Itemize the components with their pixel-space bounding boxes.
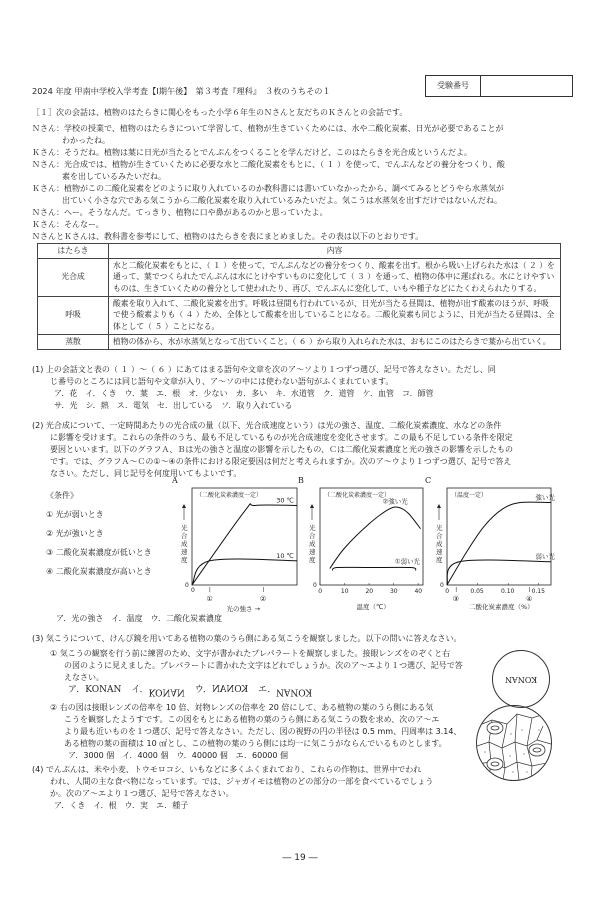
- q1-choices-1: ア．花 イ．くき ウ．葉 エ．根 オ．少ない カ．多い キ．水道管 ク．道管 ケ．血管 コ．師管: [54, 389, 434, 398]
- q2-choices: ア．光の強さ イ．温度 ウ．二酸化炭素濃度: [56, 614, 222, 623]
- x-axis-label: 二酸化炭素濃度（%）: [469, 603, 534, 611]
- q3-sub2-text-3: より最も近いものを１つ選び、記号で答えなさい。ただし、図の視野の円の半径は 0.5 mm、円周率は 3.14、: [64, 726, 462, 736]
- row-name-photosynthesis: 光合成: [38, 258, 109, 296]
- series-line: [447, 560, 551, 585]
- speaker-label: Ｋさん：: [32, 184, 64, 193]
- q4-text-2: われ、人間の主な食べ物になっています。では、ジャガイモは植物のどの部分の一部を食べているでしょう: [50, 777, 434, 786]
- dialogue-line: [32, 123, 572, 135]
- question-2: [32, 420, 572, 480]
- conditions-list: [46, 486, 152, 581]
- speaker-label: Ｎさん：: [32, 124, 64, 133]
- dialogue-line: [32, 183, 572, 195]
- row-name-respiration: 呼吸: [38, 296, 109, 334]
- condition-item: ③ 二酸化炭素濃度が低いとき: [46, 548, 152, 557]
- row-content: 水と二酸化炭素をもとに、（ １ ）を使って、でんぷんなどの養分をつくり、酸素を出す。根から吸い上げられた水は（ ２ ）を通って、葉でつくられたでんぷんは水にとけやすいものに変化して（ ３ ）を通って、植物の体中に運ばれる。水にとけやすいものは、生きていくための養分として使われたり、再び、でんぷんに変化して、いもや種子などにたくわえられたりする。: [109, 258, 561, 296]
- x-axis-label: 光の強さ →: [226, 605, 261, 613]
- chart-title: A: [172, 476, 178, 485]
- plant-function-table: [37, 243, 561, 350]
- dialogue-text: 学校の授業で、植物のはたらきについて学習して、植物が生きていくためには、水や二酸化炭素、日光が必要であることが: [64, 124, 504, 133]
- q3-text: (3) 気こうについて、けんび鏡を用いてある植物の葉のうら側にある気こうを観察しました。以下の問いに答えなさい。: [32, 634, 462, 643]
- x-tick-label: 40: [414, 588, 423, 595]
- q3-sub2-text-1: ② 右の図は接眼レンズの倍率を 10 倍、対物レンズの倍率を 20 倍にして、ある植物の葉のうら側にある気: [50, 702, 434, 712]
- x-tick-label: 20: [365, 588, 374, 595]
- intro-section: [32, 107, 572, 243]
- q3-sub1-text-2: の図のように見えました。プレパラートに書かれた文字はどれでしょうか。次のア～エより１つ選び、記号で答: [64, 661, 463, 670]
- intro-text: ［１］次の会話は、植物のはたらきに関心をもった小学６年生のＮさんと友だちのＫさんとの会話です。: [32, 108, 408, 117]
- q1-text-1: (1) 上の会話文と表の（ １ ）～（ ６ ）にあてはまる語句や文章を次のア～ソより１つずつ選び、記号で答えなさい。ただし、同: [32, 365, 496, 374]
- y-label-char: 光: [436, 524, 443, 532]
- y-axis-label: [181, 504, 188, 564]
- dialogue-text: 出ていく小さな穴である気こうから二酸化炭素を取り入れているみたいだよ。気こうは水蒸気を出すだけではないんだね。: [62, 196, 502, 205]
- y-axis-label: [309, 504, 316, 564]
- y-label-char: 合: [181, 532, 188, 540]
- condition-marker: ④: [526, 595, 533, 603]
- x-origin-label: 0: [191, 587, 195, 594]
- dialogue-line: [32, 219, 572, 231]
- dialogue-text: 素を出しているみたいだね。: [62, 172, 166, 181]
- chart-annotation: （温度一定）: [451, 492, 488, 499]
- series-label: 10 ℃: [276, 551, 294, 560]
- graph-b: [298, 475, 428, 619]
- speaker-label: Ｎさん：: [32, 208, 64, 217]
- x-tick-label: 0.15: [531, 588, 545, 595]
- row-content: 酸素を取り入れて、二酸化炭素を出す。呼吸は昼間も行われているが、日光が当たる昼間は、植物が出す酸素のほうが、呼吸で使う酸素よりも（ ４ ）ため、全体として酸素を出していることになる。二酸化炭素も同じように、日光が当たる昼間は、全体として（ ５ ）ことになる。: [109, 296, 561, 334]
- condition-item: ① 光が弱いとき: [46, 510, 104, 519]
- arrow-head-icon: [310, 504, 314, 508]
- q4-text-1: (4) でんぷんは、米や小麦、トウモロコシ、いもなどに多くふくまれており、これらの作物は、世界中でわれ: [32, 765, 422, 774]
- q1-choices-2: サ．光 シ．熱 ス．電気 セ．出している ソ．取り入れている: [54, 401, 293, 410]
- series-line: [192, 504, 297, 585]
- q2-text-2: に影響を受けます。これらの条件のうち、最も不足しているものが光合成速度を変化させます。この最も不足している条件を限定: [50, 433, 513, 442]
- y-label-char: 光: [181, 524, 188, 532]
- y-origin-label: 0: [185, 582, 189, 589]
- exam-number-field[interactable]: [481, 76, 572, 96]
- y-label-char: 成: [436, 540, 443, 548]
- q2-text-3: 要因といいます。以下のグラフＡ、Ｂは光の強さと温度の影響を示したもの、Ｃは二酸化炭素濃度と光の強さの影響を示したもの: [50, 445, 514, 454]
- series-label: 弱い光: [535, 552, 555, 561]
- graph-a: [172, 475, 302, 619]
- chart-title: B: [298, 476, 304, 485]
- chart-annotation: （二酸化炭素濃度一定）: [196, 492, 263, 499]
- dialogue-line: [32, 147, 572, 159]
- table-header-row: [38, 244, 561, 259]
- graph-a-svg: [172, 475, 302, 615]
- speaker-label: Ｋさん：: [32, 220, 64, 229]
- arrow-head-icon: [182, 504, 186, 508]
- y-origin-label: 0: [440, 582, 444, 589]
- table-header-content: 内容: [109, 244, 561, 259]
- graph-c: [425, 475, 565, 619]
- y-label-char: 合: [309, 532, 316, 540]
- q3-sub1-text-1: ① 気こうの観察を行う前に練習のため、文字が書かれたプレパラートを観察しました。接眼レンズをのぞくと右: [50, 649, 451, 658]
- x-tick-label: 10: [340, 588, 349, 595]
- q1-text-2: じ番号のところには同じ語句や文章が入り、ア～ソの中には使わない語句がふくまれています。: [50, 377, 394, 386]
- speaker-label: Ｎさん：: [32, 160, 64, 169]
- series-label: ①弱い光: [394, 557, 421, 566]
- dialogue-line: [32, 135, 572, 147]
- question-1: [32, 364, 572, 412]
- exam-title: 2024 年度 甲南中学校入学考査【Ⅰ期午後】 第３考査『理科』 ３枚のうちその１: [32, 86, 331, 96]
- graph-c-svg: [425, 475, 565, 615]
- q3-sub2-choices: ア．3000 個 イ．4000 個 ウ．40000 個 エ．60000 個: [68, 750, 289, 760]
- lens-view-figure: [492, 650, 550, 708]
- y-label-char: 度: [181, 556, 188, 564]
- series-label: ②強い光: [382, 497, 408, 506]
- x-tick-label: 0.05: [470, 588, 484, 595]
- y-label-char: 度: [436, 556, 443, 564]
- choice-text: KONAN: [276, 686, 313, 697]
- table-intro: ＮさんとＫさんは、教科書を参考にして、植物のはたらきを表にまとめました。その表は以下のとおりです。: [32, 232, 424, 241]
- dialogue-text: そうだね。植物は葉に日光が当たるとでんぷんをつくることを学んだけど、このはたらきを光合成というんだよ。: [64, 148, 472, 157]
- y-label-char: 速: [309, 548, 316, 556]
- series-label: 30 ℃: [276, 496, 294, 505]
- q3-sub2-text-4: ある植物の葉の面積は 10 ㎠とし、この植物の葉のうら側には均一に気こうがならんでいるものとします。: [64, 738, 447, 748]
- dialogue-line: [32, 195, 572, 207]
- q3-sub1-choices: [32, 684, 572, 698]
- table-header-function: はたらき: [38, 244, 109, 259]
- table-row: [38, 258, 561, 296]
- y-label-char: 光: [309, 524, 316, 532]
- y-label-char: 成: [181, 540, 188, 548]
- y-label-char: 速: [181, 548, 188, 556]
- q4-choices: ア．くき イ．根 ウ．実 エ．種子: [54, 801, 189, 810]
- dialogue-text: そんなー。: [64, 220, 104, 229]
- q2-text-1: (2) 光合成について、一定時間あたりの光合成の量（以下、光合成速度という）は光の強さ、温度、二酸化炭素濃度、水などの条件: [32, 421, 502, 430]
- series-label: 強い光: [535, 493, 555, 502]
- exam-number-label: 受験番号: [426, 76, 481, 96]
- dialogue-text: へー。そうなんだ。てっきり、植物に口や鼻があるのかと思っていたよ。: [64, 208, 328, 217]
- dialogue-line: [32, 207, 572, 219]
- choice-key: エ．: [258, 685, 277, 695]
- x-tick-label: 0: [445, 588, 450, 595]
- x-axis-label: 温度（℃）: [356, 603, 390, 611]
- condition-item: ④ 二酸化炭素濃度が高いとき: [46, 567, 152, 576]
- y-label-char: 成: [309, 540, 316, 548]
- chart-title: C: [425, 476, 432, 485]
- choice-key: ア．: [68, 685, 86, 695]
- condition-item: ② 光が強いとき: [46, 529, 104, 538]
- choice-key: イ．: [131, 685, 149, 695]
- condition-marker: ③: [452, 595, 459, 603]
- condition-marker: ①: [206, 595, 213, 603]
- speaker-label: Ｋさん：: [32, 148, 64, 157]
- q4-text-3: か。次のア～エより１つ選び、記号で答えなさい。: [50, 789, 234, 798]
- choice-text: KONAN: [85, 685, 122, 695]
- question-4: [32, 764, 572, 812]
- page-number: ― 19 ―: [282, 853, 318, 863]
- x-tick-label: 0.10: [500, 588, 515, 595]
- choice-key: ウ．: [194, 685, 213, 695]
- series-line: [332, 567, 416, 570]
- choice-text: KONAN: [148, 686, 185, 697]
- arrow-head-icon: [437, 504, 441, 508]
- q2-text-5: なさい。ただし、同じ記号を何度用いてもよいです。: [50, 469, 242, 478]
- row-name-transpiration: 蒸散: [38, 334, 109, 349]
- y-axis-label: [436, 504, 443, 564]
- lens-view-text: KONAN: [504, 675, 538, 684]
- conditions-title: 《条件》: [46, 491, 78, 500]
- y-label-char: 度: [309, 556, 316, 564]
- graph-b-svg: [298, 475, 428, 615]
- row-content: 植物の体から、水が水蒸気となって出ていくこと。（ ６ ）から取り入れられた水は、おもにこのはたらきで葉から出ていく。: [109, 334, 561, 349]
- choice-text: KONAN: [212, 685, 249, 695]
- chart-annotation: （二酸化炭素濃度一定）: [324, 492, 391, 499]
- q3-sub2-text-2: こうを観察したようすです。この図をもとにある植物の葉のうら側にある気こうの数を求め、次のア～エ: [64, 714, 440, 724]
- condition-marker: ②: [259, 595, 267, 603]
- dialogue-line: [32, 159, 572, 171]
- dialogue: [32, 123, 572, 231]
- table-row: [38, 296, 561, 334]
- y-label-char: 合: [436, 532, 443, 540]
- dialogue-text: 植物がこの二酸化炭素をどのように取り入れているのか教科書には書いていなかったから、調べてみるとどうやら水蒸気が: [64, 184, 504, 193]
- dialogue-text: わかったね。: [62, 136, 110, 145]
- q3-sub1-text-3: えなさい。: [64, 673, 104, 682]
- y-label-char: 速: [436, 548, 443, 556]
- x-tick-label: 0: [318, 588, 323, 595]
- dialogue-line: [32, 171, 572, 183]
- series-line: [447, 502, 551, 585]
- y-origin-label: 0: [313, 582, 317, 589]
- exam-number-box: [425, 75, 573, 97]
- table-row: [38, 334, 561, 349]
- q2-text-4: です。では、グラフＡ～Ｃの①～④の条件における限定要因は何だと考えられますか。次のア～ウより１つずつ選び、記号で答え: [50, 457, 512, 466]
- x-tick-label: 30: [389, 588, 398, 595]
- dialogue-text: 光合成では、植物が生きていくために必要な水と二酸化炭素をもとに、（ １ ）を使って、でんぷんなどの養分をつくり、酸: [64, 160, 505, 169]
